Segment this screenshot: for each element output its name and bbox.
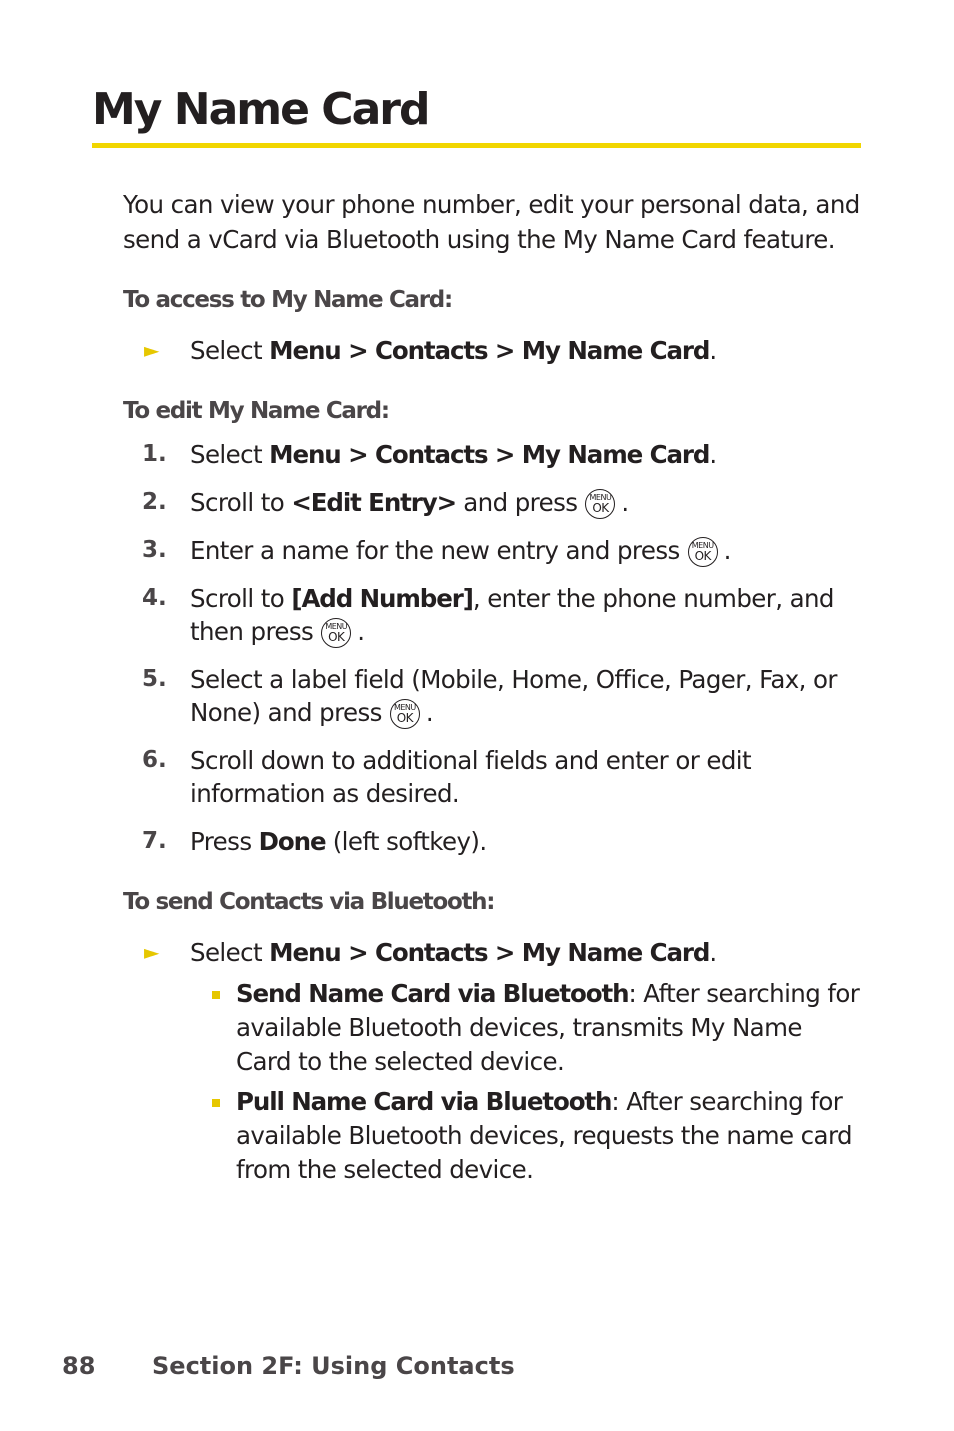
arrow-icon: ► bbox=[144, 338, 160, 362]
intro-paragraph: You can view your phone number, edit your personal data, and send a vCard via Bluetooth using the My Name Card feature. bbox=[123, 190, 860, 254]
bluetooth-option-pull: Pull Name Card via Bluetooth: After searching for available Bluetooth devices, requests the name card from the selected device. bbox=[236, 1087, 852, 1184]
bluetooth-heading: To send Contacts via Bluetooth: bbox=[123, 889, 495, 915]
page-number: 88 bbox=[62, 1352, 96, 1380]
edit-step-7: Press Done (left softkey). bbox=[190, 827, 487, 856]
bluetooth-option-send: Send Name Card via Bluetooth: After searching for available Bluetooth devices, transmits My Name Card to the selected device. bbox=[236, 979, 860, 1076]
step-number: 6. bbox=[142, 747, 167, 773]
menu-ok-key-icon: MENU OK bbox=[390, 699, 420, 729]
step-number: 5. bbox=[142, 666, 167, 692]
edit-step-2: Scroll to <Edit Entry> and press MENU OK . bbox=[190, 488, 629, 517]
step-number: 4. bbox=[142, 585, 167, 611]
edit-step-3: Enter a name for the new entry and press MENU OK . bbox=[190, 536, 731, 565]
step-number: 2. bbox=[142, 489, 167, 515]
arrow-icon: ► bbox=[144, 940, 160, 964]
edit-step-6: Scroll down to additional fields and enter or edit information as desired. bbox=[190, 746, 752, 808]
menu-ok-key-icon: MENU OK bbox=[688, 537, 718, 567]
step-number: 7. bbox=[142, 828, 167, 854]
page-title: My Name Card bbox=[92, 84, 429, 135]
edit-step-4: Scroll to [Add Number], enter the phone number, and then press MENU OK . bbox=[190, 584, 834, 646]
access-heading: To access to My Name Card: bbox=[123, 287, 452, 313]
step-number: 3. bbox=[142, 537, 167, 563]
edit-step-1: Select Menu > Contacts > My Name Card. bbox=[190, 440, 717, 469]
access-step: Select Menu > Contacts > My Name Card. bbox=[190, 336, 717, 365]
bullet-icon bbox=[212, 991, 220, 999]
menu-ok-key-icon: MENU OK bbox=[321, 618, 351, 648]
section-footer: Section 2F: Using Contacts bbox=[152, 1352, 515, 1380]
title-rule bbox=[92, 143, 861, 148]
menu-ok-key-icon: MENU OK bbox=[585, 489, 615, 519]
step-number: 1. bbox=[142, 441, 167, 467]
edit-heading: To edit My Name Card: bbox=[123, 398, 389, 424]
bluetooth-step: Select Menu > Contacts > My Name Card. bbox=[190, 938, 717, 967]
edit-step-5: Select a label field (Mobile, Home, Office, Pager, Fax, or None) and press MENU OK . bbox=[190, 665, 837, 727]
bullet-icon bbox=[212, 1099, 220, 1107]
